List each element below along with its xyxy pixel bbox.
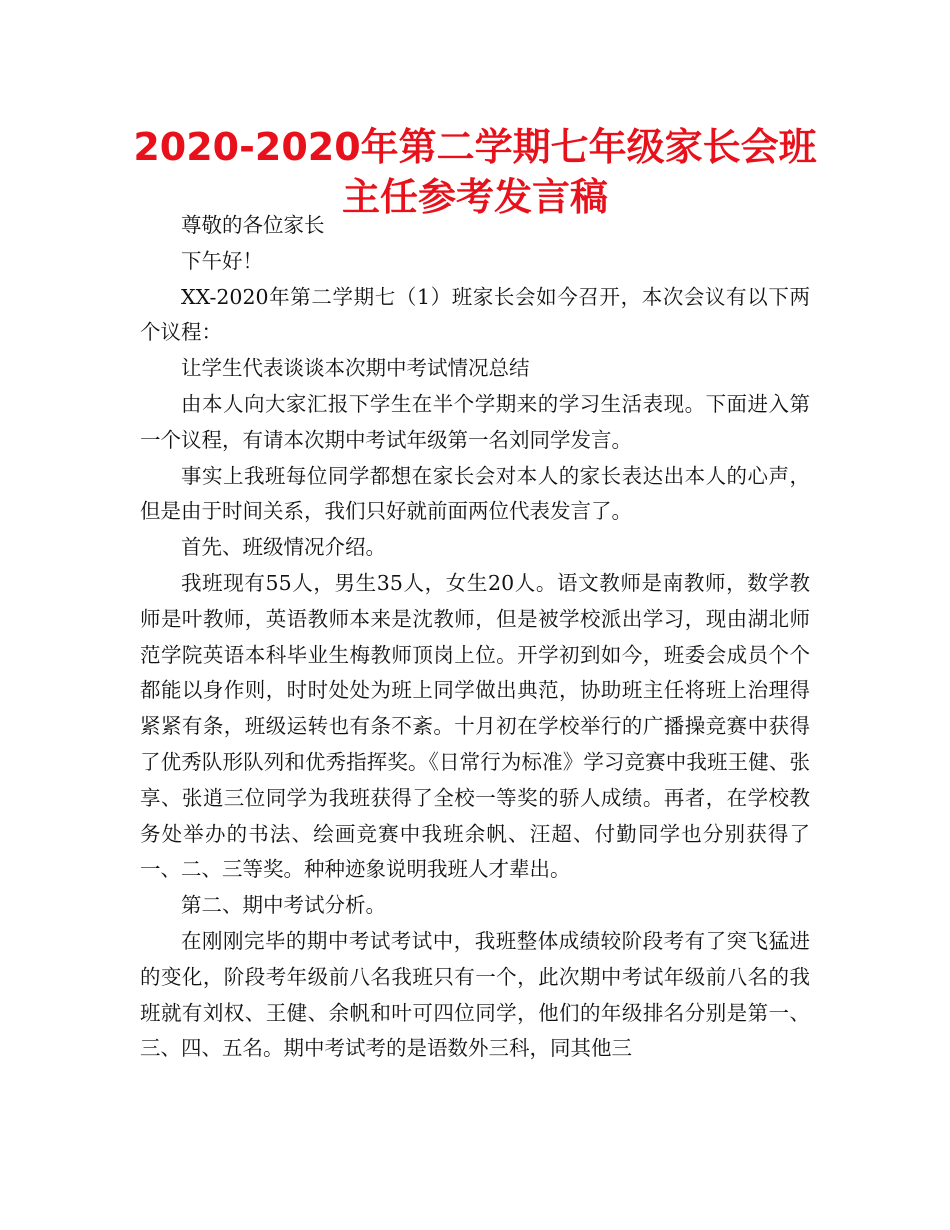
paragraph-salutation: 尊敬的各位家长: [181, 213, 325, 237]
paragraph-body: 在刚刚完毕的期中考试考试中，我班整体成绩较阶段考有了突飞猛进的变化，阶段考年级前八名我班只有一个，此次期中考试年级前八名的我班就有刘权、王健、余帆和叶可四位同学，他们的年级排名分别是第一、三、四、五名。期中考试考的是语数外三科，同其他三: [140, 928, 810, 1061]
document-body: [140, 208, 810, 1067]
document-title: 2020-2020年第二学期七年级家长会班主任参考发言稿: [133, 125, 817, 219]
paragraph-body: 我班现有55人，男生35人，女生20人。语文教师是南教师，数学教师是叶教师，英语教师本来是沈教师，但是被学校派出学习，现由湖北师范学院英语本科毕业生梅教师顶岗上位。开学初到如今，班委会成员个个都能以身作则，时时处处为班上同学做出典范，协助班主任将班上治理得紧紧有条，班级运转也有条不紊。十月初在学校举行的广播操竞赛中获得了优秀队形队列和优秀指挥奖。《日常行为标准》学习竞赛中我班王健、张享、张逍三位同学为我班获得了全校一等奖的骄人成绩。再者，在学校教务处举办的书法、绘画竞赛中我班余帆、汪超、付勤同学也分别获得了一、二、三等奖。种种迹象说明我班人才辈出。: [140, 570, 810, 882]
paragraph-section-heading: 第二、期中考试分析。: [181, 893, 386, 918]
paragraph-agenda-intro: XX-2020年第二学期七（1）班家长会如今召开，本次会议有以下两个议程：: [140, 284, 810, 345]
paragraph-body: 事实上我班每位同学都想在家长会对本人的家长表达出本人的心声，但是由于时间关系，我们只好就前面两位代表发言了。: [140, 463, 810, 524]
paragraph-section-heading: 首先、班级情况介绍。: [181, 535, 386, 560]
paragraph-agenda-item-1: 让学生代表谈谈本次期中考试情况总结: [181, 356, 530, 381]
paragraph-greeting: 下午好！: [181, 248, 263, 273]
paragraph-agenda-item-2: 由本人向大家汇报下学生在半个学期来的学习生活表现。下面进入第一个议程，有请本次期中考试年级第一名刘同学发言。: [140, 391, 810, 452]
